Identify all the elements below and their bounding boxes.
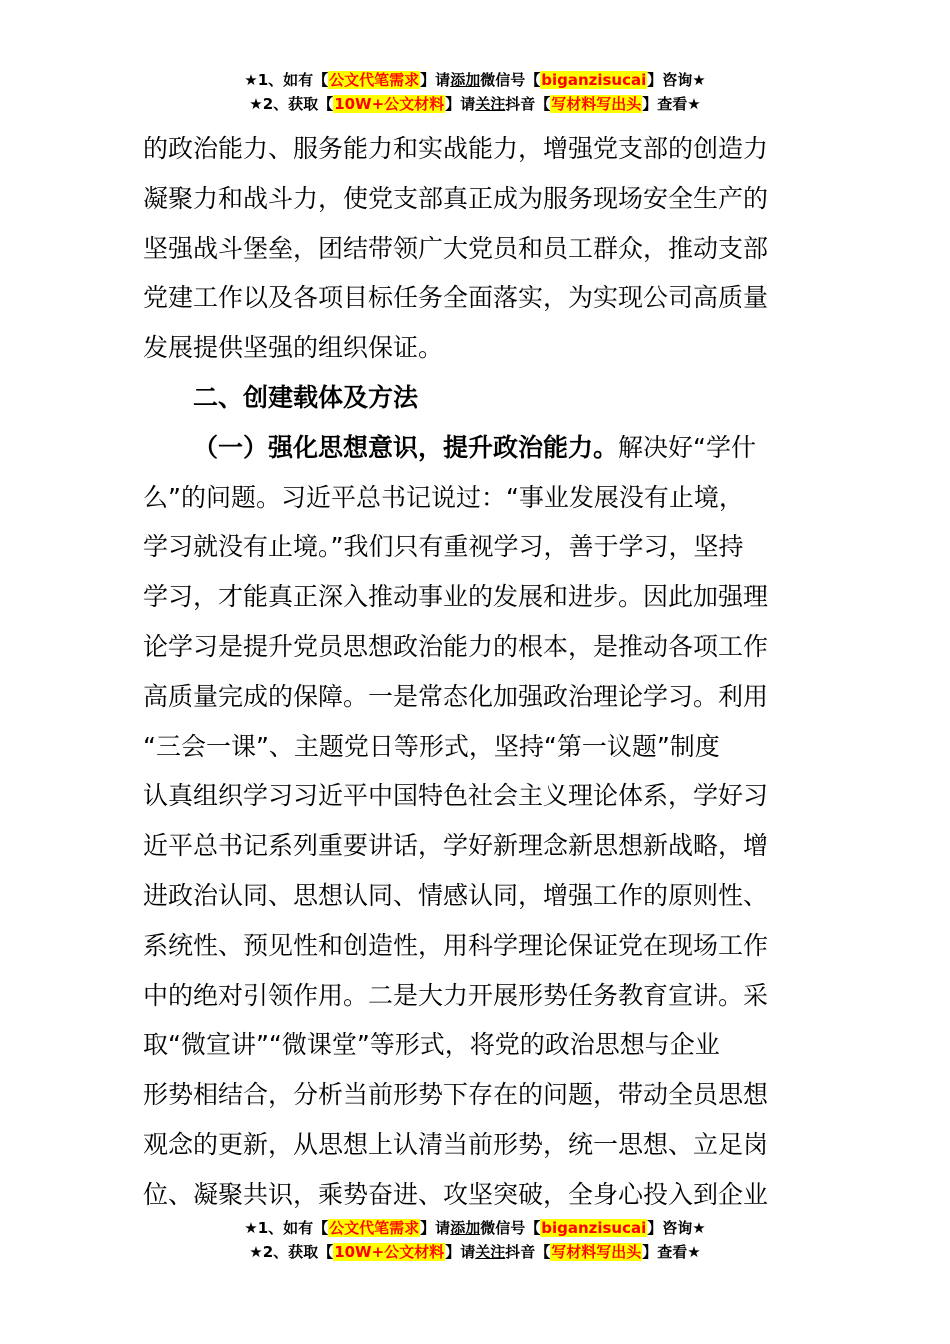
banner-text: 抖音【 xyxy=(505,95,551,113)
highlight-materials: 10W+公文材料 xyxy=(334,95,445,113)
banner-text: 微信号【 xyxy=(480,71,541,89)
paragraph-line: 近平总书记系列重要讲话，学好新理念新思想新战略，增 xyxy=(143,831,769,861)
section-heading: 二、创建载体及方法 xyxy=(193,382,419,412)
banner-text: ★2、获取【 xyxy=(249,1243,334,1261)
banner-line-1 xyxy=(0,68,950,92)
banner-text: 】请 xyxy=(445,1243,476,1261)
paragraph-text: 解决好“学什 xyxy=(618,432,756,462)
banner-text: 微信号【 xyxy=(480,1219,541,1237)
paragraph-line: 论学习是提升党员思想政治能力的根本，是推动各项工作 xyxy=(143,631,769,661)
paragraph-line: 形势相结合，分析当前形势下存在的问题，带动全员思想 xyxy=(143,1080,769,1110)
paragraph-first-line xyxy=(143,423,808,473)
banner-underlined-text: 关注 xyxy=(475,95,506,113)
highlight-wechat-id: biganzisucai xyxy=(541,1219,647,1237)
banner-text: ★1、如有【 xyxy=(244,1219,329,1237)
highlight-service: 公文代笔需求 xyxy=(329,1219,420,1237)
banner-underlined-text: 添加 xyxy=(450,1219,481,1237)
paragraph-line: 发展提供坚强的组织保证。 xyxy=(143,333,444,363)
paragraph-line: 系统性、预见性和创造性，用科学理论保证党在现场工作 xyxy=(143,930,769,960)
paragraph-line: 取“微宣讲”“微课堂”等形式，将党的政治思想与企业 xyxy=(143,1030,720,1060)
banner-line-2 xyxy=(0,92,950,116)
paragraph-line: “三会一课”、主题党日等形式，坚持“第一议题”制度 xyxy=(143,731,720,761)
banner-text: ★2、获取【 xyxy=(249,95,334,113)
banner-underlined-text: 关注 xyxy=(475,1243,506,1261)
highlight-douyin-account: 写材料写出头 xyxy=(551,1243,642,1261)
banner-line-2 xyxy=(0,1240,950,1264)
banner-text: ★1、如有【 xyxy=(244,71,329,89)
banner-text: 】查看★ xyxy=(642,95,701,113)
paragraph-line: 位、凝聚共识，乘势奋进、攻坚突破，全身心投入到企业 xyxy=(143,1179,769,1209)
banner-text: 】请 xyxy=(420,1219,451,1237)
paragraph-line: 学习，才能真正深入推动事业的发展和进步。因此加强理 xyxy=(143,582,769,612)
highlight-wechat-id: biganzisucai xyxy=(541,71,647,89)
top-banner xyxy=(0,68,950,116)
banner-text: 】查看★ xyxy=(642,1243,701,1261)
banner-line-1 xyxy=(0,1216,950,1240)
paragraph-line: 观念的更新，从思想上认清当前形势，统一思想、立足岗 xyxy=(143,1129,769,1159)
highlight-service: 公文代笔需求 xyxy=(329,71,420,89)
banner-text: 抖音【 xyxy=(505,1243,551,1261)
paragraph-line: 凝聚力和战斗力，使党支部真正成为服务现场安全生产的 xyxy=(143,183,769,213)
paragraph-line: 中的绝对引领作用。二是大力开展形势任务教育宣讲。采 xyxy=(143,980,769,1010)
paragraph-line: 么”的问题。习近平总书记说过：“事业发展没有止境， xyxy=(143,482,744,512)
paragraph-line: 认真组织学习习近平中国特色社会主义理论体系，学好习 xyxy=(143,781,769,811)
highlight-materials: 10W+公文材料 xyxy=(334,1243,445,1261)
bottom-banner xyxy=(0,1216,950,1264)
banner-underlined-text: 添加 xyxy=(450,71,481,89)
paragraph-line: 学习就没有止境。”我们只有重视学习，善于学习，坚持 xyxy=(143,532,744,562)
paragraph-line: 坚强战斗堡垒，团结带领广大党员和员工群众，推动支部 xyxy=(143,233,769,263)
banner-text: 】咨询★ xyxy=(647,1219,706,1237)
subsection-heading: （一）强化思想意识，提升政治能力。 xyxy=(193,432,619,462)
document-body xyxy=(143,124,808,1220)
paragraph-line: 的政治能力、服务能力和实战能力，增强党支部的创造力 xyxy=(143,134,769,163)
banner-text: 】请 xyxy=(420,71,451,89)
paragraph-line: 进政治认同、思想认同、情感认同，增强工作的原则性、 xyxy=(143,880,769,910)
highlight-douyin-account: 写材料写出头 xyxy=(551,95,642,113)
paragraph-line: 高质量完成的保障。一是常态化加强政治理论学习。利用 xyxy=(143,681,769,711)
banner-text: 】请 xyxy=(445,95,476,113)
banner-text: 】咨询★ xyxy=(647,71,706,89)
paragraph-line: 党建工作以及各项目标任务全面落实，为实现公司高质量 xyxy=(143,283,769,313)
